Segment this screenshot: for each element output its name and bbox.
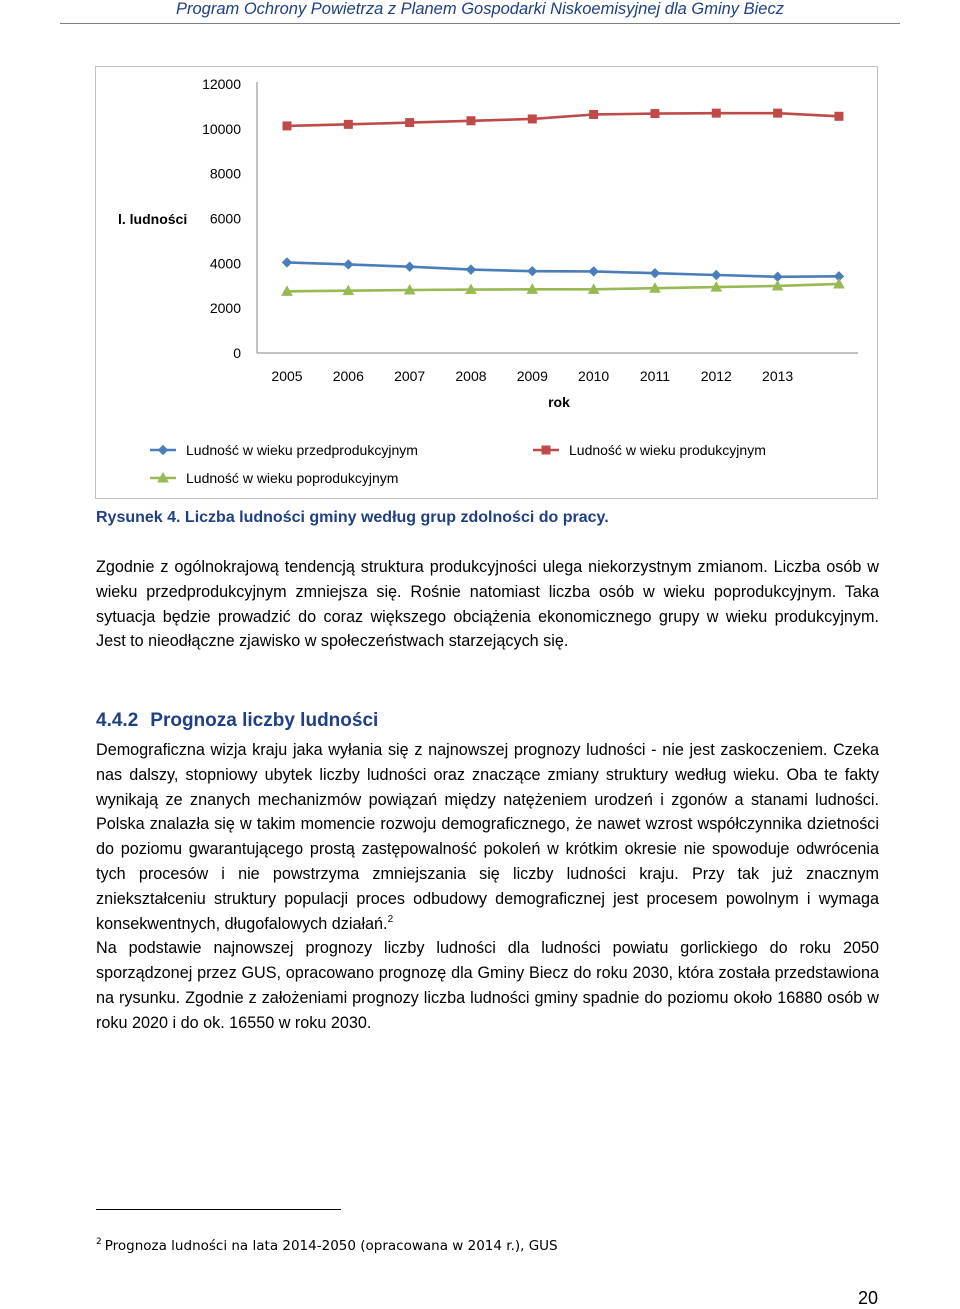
y-tick-label: 10000 (202, 120, 241, 137)
paragraph-forecast-text: Demograficzna wizja kraju jaka wyłania się z najnowszej prognozy ludności ‑ nie jest zaskoczeniem. Czeka nas dalszy, stopniowy ubytek liczby ludności oraz znaczące zmiany struktury według wieku. Oba te fakty wynikają ze znanych mechanizmów powiązań między natężeniem urodzeń i zgonów a stanami ludności. Polska znalazła się w takim momencie rozwoju demograficznego, że nawet wzrost współczynnika dzietności do poziomu gwarantującego prostą zastępowalność pokoleń w krótkim okresie nie spowoduje odwrócenia tych procesów i nie powstrzyma zmniejszania się liczby ludności kraju. Przy tak już znacznym zniekształceniu struktury populacji proces odbudowy demograficznej jest procesem powolnym i wymaga konsekwentnych, długofalowych działań. (96, 741, 879, 933)
x-tick-label: 2005 (271, 368, 303, 384)
legend-swatch-marker (159, 446, 168, 455)
legend-label: Ludność w wieku produkcyjnym (569, 442, 766, 458)
x-tick-label: 2006 (332, 368, 364, 384)
legend-label: Ludność w wieku przedprodukcyjnym (186, 442, 418, 458)
y-tick-label: 2000 (209, 300, 241, 317)
series-line-3 (287, 284, 839, 291)
data-point (405, 262, 414, 271)
data-point (712, 270, 721, 279)
data-point (528, 115, 536, 123)
x-tick-label: 2013 (762, 368, 794, 384)
paragraph-forecast (96, 738, 879, 936)
footnote-reference[interactable]: 2 (387, 913, 394, 925)
x-tick-label: 2009 (516, 368, 548, 384)
header-title: Program Ochrony Powietrza z Planem Gospodarki Niskoemisyjnej dla Gminy Biecz (176, 0, 784, 18)
legend-swatch-marker (542, 446, 550, 454)
figure-caption: Rysunek 4. Liczba ludności gminy według grup zdolności do pracy. (96, 509, 609, 526)
section-title: Prognoza liczby ludności (150, 710, 379, 731)
x-tick-label: 2010 (578, 368, 610, 384)
section-heading (96, 710, 378, 732)
series-line-2 (287, 113, 839, 126)
x-axis-title: rok (548, 394, 570, 410)
y-tick-label: 8000 (209, 165, 241, 182)
data-point (528, 267, 537, 276)
header-divider (60, 23, 900, 24)
paragraph-structure (96, 555, 879, 654)
data-point (835, 112, 843, 120)
data-point (344, 260, 353, 269)
footnote-text: Prognoza ludności na lata 2014-2050 (opracowana w 2014 r.), GUS (104, 1238, 558, 1254)
document-header (0, 0, 960, 22)
x-tick-label: 2011 (639, 368, 671, 384)
x-tick-label: 2008 (455, 368, 487, 384)
x-tick-label: 2007 (394, 368, 426, 384)
page-number: 20 (857, 1288, 878, 1308)
data-point (406, 119, 414, 127)
paragraph-gus: Na podstawie najnowszej prognozy liczby ludności dla ludności powiatu gorlickiego do roku 2050 sporządzonej przez GUS, opracowano prognozę dla Gminy Biecz do roku 2030, która została przedstawiona na rysunku. Zgodnie z założeniami prognozy liczba ludności gminy spadnie do poziomu około 16880 osób w roku 2020 i do ok. 16550 w roku 2030. (96, 939, 879, 1032)
data-point (589, 267, 598, 276)
x-tick-label: 2012 (700, 368, 732, 384)
data-point (650, 269, 659, 278)
footnote-divider (96, 1209, 341, 1210)
chart-canvas (96, 67, 879, 500)
y-axis-title: l. ludności (118, 211, 188, 227)
data-point (590, 110, 598, 118)
data-point (466, 265, 475, 274)
legend-label: Ludność w wieku poprodukcyjnym (186, 470, 399, 486)
y-tick-label: 6000 (209, 210, 241, 227)
section-body (96, 738, 879, 1036)
paragraph-text: Zgodnie z ogólnokrajową tendencją struktura produkcyjności ulega niekorzystnym zmianom. Liczba osób w wieku przedprodukcyjnym zmniejsza się. Rośnie natomiast liczba osób w wieku poprodukcyjnym. Taka sytuacja będzie prowadzić do coraz większego obciążenia ekonomicznego grupy w wieku produkcyjnym. Jest to nieodłączne zjawisko w społeczeństwach starzejących się. (96, 558, 879, 651)
footnote-mark: 2 (96, 1237, 102, 1247)
population-chart (95, 66, 878, 499)
footnote (96, 1238, 558, 1254)
y-tick-label: 4000 (209, 255, 241, 272)
data-point (467, 117, 475, 125)
section-number: 4.4.2 (96, 710, 139, 731)
series-line-1 (287, 262, 839, 276)
data-point (344, 120, 352, 128)
y-tick-label: 12000 (202, 76, 241, 92)
data-point (283, 122, 291, 130)
data-point (651, 110, 659, 118)
data-point (773, 272, 782, 281)
data-point (712, 109, 720, 117)
data-point (283, 258, 292, 267)
y-tick-label: 0 (233, 345, 241, 361)
data-point (774, 109, 782, 117)
